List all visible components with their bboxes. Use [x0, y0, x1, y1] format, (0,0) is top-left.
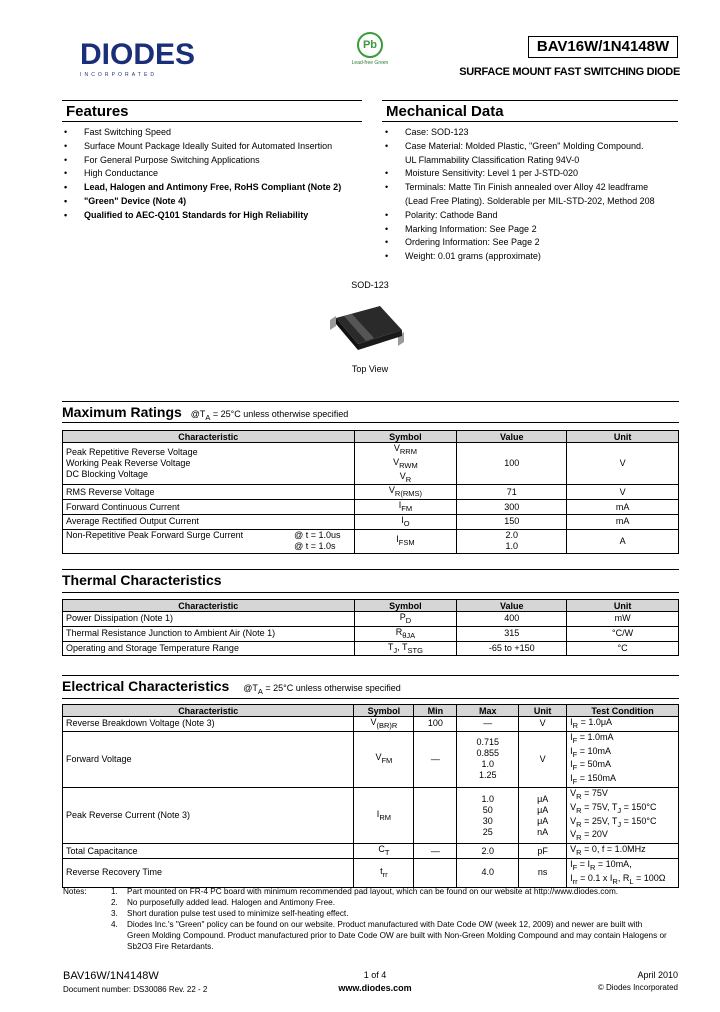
feature-item: • Qualified to AEC-Q101 Standards for High Reliability — [62, 209, 372, 223]
divider — [62, 569, 679, 570]
feature-item: • "Green" Device (Note 4) — [62, 195, 372, 209]
table-row — [63, 717, 679, 732]
note-rest: = 25°C unless otherwise specified — [210, 409, 349, 419]
note-text: Diodes Inc.'s "Green" policy can be found on our website. Product manufactured with Date Code OW (week 12, 2009) and newer are built with Green Molding Compound. Product manufactured prior to Date Code OW are built with Non-Green Molding Compound and may contain Halogens or Sb2O3 Fire Retardants. — [127, 920, 667, 951]
unit-line: μA — [537, 804, 549, 815]
feature-item: • High Conductance — [62, 167, 372, 181]
divider — [62, 592, 679, 593]
notes-label: Notes: — [63, 887, 87, 896]
sym-sub: rr — [382, 869, 388, 879]
lead-free-badge — [345, 32, 395, 68]
cell-unit: °C — [567, 641, 679, 656]
note-number: 4. — [111, 920, 118, 929]
cell-condition — [567, 731, 679, 787]
cell-min — [414, 787, 457, 843]
cell-characteristic — [63, 529, 355, 553]
sym: , T — [397, 641, 408, 652]
cond: = 75V, T — [581, 801, 618, 812]
cell-unit: A — [567, 529, 679, 553]
logo-text: DIODES — [80, 38, 196, 71]
cell-characteristic: Power Dissipation (Note 1) — [63, 612, 355, 627]
sym-sub: (BR)R — [376, 720, 398, 730]
mechanical-header — [382, 100, 678, 122]
unit-line: nA — [537, 826, 549, 837]
cond-sub: R — [572, 720, 579, 730]
footer-copyright: © Diodes Incorporated — [597, 983, 678, 992]
mechanical-item: • Case Material: Molded Plastic, "Green" Molding Compound. — [383, 140, 683, 154]
package-label: SOD-123 — [351, 280, 389, 290]
notes-section — [63, 886, 667, 952]
cond: I — [570, 717, 573, 727]
cell-unit: mA — [567, 514, 679, 529]
cell-symbol — [354, 787, 414, 843]
cell-symbol — [354, 717, 414, 732]
mechanical-item: • Weight: 0.01 grams (approximate) — [383, 250, 683, 264]
cell-value — [457, 529, 567, 553]
cond: = 10mA — [577, 745, 612, 756]
cell-symbol — [354, 529, 457, 553]
sym-sub: FM — [401, 503, 413, 513]
sym-sub: RWM — [399, 460, 418, 470]
sym: V — [393, 456, 400, 467]
sym-sub: FM — [381, 756, 393, 766]
sym-sub: FSM — [398, 538, 415, 548]
cell-max: — — [457, 717, 519, 732]
cond: I — [570, 731, 573, 742]
mechanical-item: • Polarity: Cathode Band — [383, 209, 683, 223]
mechanical-item: • Marking Information: See Page 2 — [383, 223, 683, 237]
cell-unit: V — [567, 485, 679, 500]
note-row — [63, 908, 667, 919]
cell-characteristic: Reverse Recovery Time — [63, 858, 354, 887]
cell-value: 315 — [457, 626, 567, 641]
cell-unit: V — [519, 717, 567, 732]
char-line: Peak Repetitive Reverse Voltage — [66, 447, 198, 458]
cond: I — [570, 872, 573, 883]
cell-characteristic: Thermal Resistance Junction to Ambient Air (Note 1) — [63, 626, 355, 641]
cond: , R — [617, 872, 630, 883]
col-header: Symbol — [354, 600, 457, 612]
col-header: Test Condition — [567, 705, 679, 717]
table-row — [63, 731, 679, 787]
col-header: Symbol — [354, 431, 457, 443]
sym-sub: R — [405, 474, 412, 484]
cell-unit: °C/W — [567, 626, 679, 641]
cell-unit: ns — [519, 858, 567, 887]
cond: V — [570, 844, 577, 855]
cond-sub: F — [572, 776, 578, 786]
cell-min: — — [414, 844, 457, 859]
cond: = 0, f = 1.0MHz — [581, 844, 646, 855]
table-row — [63, 858, 679, 887]
table-row — [63, 844, 679, 859]
feature-item: • Fast Switching Speed — [62, 126, 372, 140]
cond: V — [570, 801, 577, 812]
col-header: Unit — [567, 600, 679, 612]
sym: V — [393, 443, 400, 453]
cell-condition — [567, 844, 679, 859]
cond-sub: R — [576, 805, 582, 815]
cell-unit: V — [567, 443, 679, 485]
cell-characteristic: Reverse Breakdown Voltage (Note 3) — [63, 717, 354, 732]
cell-unit: mW — [567, 612, 679, 627]
max-line: 0.715 — [476, 737, 500, 748]
document-subtitle: SURFACE MOUNT FAST SWITCHING DIODE — [459, 66, 680, 78]
cell-min: 100 — [414, 717, 457, 732]
table-row — [63, 626, 679, 641]
sym-sub: RM — [379, 812, 391, 822]
cond: = 50mA — [577, 759, 612, 770]
cond: V — [570, 787, 577, 798]
features-list — [62, 126, 372, 223]
cond: = 150°C — [621, 801, 657, 812]
note-row — [63, 886, 667, 897]
cell-characteristic: Total Capacitance — [63, 844, 354, 859]
cell-characteristic: RMS Reverse Voltage — [63, 485, 355, 500]
note-rest: = 25°C unless otherwise specified — [262, 683, 401, 693]
col-header: Unit — [567, 431, 679, 443]
cell-symbol — [354, 514, 457, 529]
cond-sub: R — [612, 876, 618, 886]
cond-sub: F — [572, 749, 578, 759]
cell-unit: mA — [567, 500, 679, 515]
cond-sub: R — [576, 819, 582, 829]
col-header: Characteristic — [63, 600, 355, 612]
table-row — [63, 500, 679, 515]
footer-docnum: Document number: DS30086 Rev. 22 - 2 — [63, 985, 208, 994]
cell-value: 300 — [457, 500, 567, 515]
cell-characteristic: Average Rectified Output Current — [63, 514, 355, 529]
note-text: No purposefully added lead. Halogen and Antimony Free. — [127, 898, 336, 907]
mechanical-item: • Case: SOD-123 — [383, 126, 683, 140]
cell-unit: V — [519, 731, 567, 787]
divider — [62, 698, 679, 699]
col-header: Value — [457, 431, 567, 443]
sym: T — [387, 641, 394, 652]
lead-free-caption: Lead-free Green — [351, 60, 389, 66]
char-line: Working Peak Reverse Voltage — [66, 458, 191, 469]
col-header: Max — [457, 705, 519, 717]
col-header: Symbol — [354, 705, 414, 717]
sym: t — [380, 865, 383, 876]
cond: = 75V — [581, 787, 608, 798]
max-ratings-table — [62, 430, 679, 554]
mechanical-item: • Ordering Information: See Page 2 — [383, 236, 683, 250]
cell-characteristic: Peak Reverse Current (Note 3) — [63, 787, 354, 843]
cell-characteristic — [63, 443, 355, 485]
sym: I — [376, 808, 380, 819]
cond: = 150°C — [621, 815, 657, 826]
cond-sub: R — [576, 791, 582, 801]
cell-value: 400 — [457, 612, 567, 627]
logo-subtext: INCORPORATED — [80, 72, 158, 78]
mechanical-item: • Moisture Sensitivity: Level 1 per J-STD-020 — [383, 167, 683, 181]
table-row — [63, 514, 679, 529]
electrical-heading: Electrical Characteristics — [62, 678, 230, 694]
note-sub: A — [205, 412, 211, 422]
max-ratings-note — [186, 409, 349, 422]
char-conditions — [294, 530, 350, 552]
footer-part: BAV16W/1N4148W — [63, 970, 159, 982]
cell-value: 71 — [457, 485, 567, 500]
note-number: 1. — [111, 887, 118, 896]
pb-free-icon: Pb — [357, 32, 383, 58]
mechanical-item-cont: (Lead Free Plating). Solderable per MIL-STD-202, Method 208 — [405, 195, 655, 206]
cond: = I — [577, 858, 590, 869]
mechanical-title: Mechanical Data — [386, 103, 504, 120]
cell-symbol — [354, 612, 457, 627]
feature-item: • For General Purpose Switching Applications — [62, 154, 372, 168]
cell-symbol — [354, 858, 414, 887]
features-header — [62, 100, 362, 122]
cell-condition — [567, 858, 679, 887]
sym: V — [388, 485, 395, 496]
note-text: Short duration pulse test used to minimize self-heating effect. — [127, 909, 349, 918]
cell-unit: pF — [519, 844, 567, 859]
val-line: 2.0 — [505, 530, 519, 541]
cond: = 1.0μA — [578, 717, 613, 727]
cell-max — [457, 731, 519, 787]
sym: C — [378, 844, 385, 855]
cond-sub: rr — [572, 876, 578, 886]
unit-line: μA — [537, 793, 549, 804]
diodes-logo — [80, 40, 205, 80]
cell-max: 4.0 — [457, 858, 519, 887]
col-header: Unit — [519, 705, 567, 717]
sym: V — [399, 470, 406, 481]
cell-condition — [567, 787, 679, 843]
cond-sub: R — [590, 862, 596, 872]
cell-symbol — [354, 731, 414, 787]
cell-symbol — [354, 626, 457, 641]
mechanical-item-cont: UL Flammability Classification Rating 94V-0 — [405, 154, 580, 165]
table-row — [63, 443, 679, 485]
max-line: 50 — [482, 804, 493, 815]
cond-sub: F — [572, 763, 578, 773]
sym: P — [399, 612, 406, 622]
sod123-package-image — [322, 300, 412, 360]
char-line: DC Blocking Voltage — [66, 469, 149, 480]
sym: R — [395, 626, 403, 637]
sym-sub: STG — [407, 645, 423, 655]
cond-sub: J — [617, 819, 622, 829]
cond-line: @ t = 1.0s — [294, 541, 336, 552]
max-line: 0.855 — [476, 748, 500, 759]
cell-min: — — [414, 731, 457, 787]
sym-sub: θJA — [402, 630, 416, 640]
mechanical-list — [383, 126, 683, 264]
divider — [62, 422, 679, 423]
note-row — [63, 919, 667, 952]
cell-symbol — [354, 641, 457, 656]
cell-min — [414, 858, 457, 887]
cond-sub: F — [572, 735, 578, 745]
max-ratings-heading: Maximum Ratings — [62, 404, 182, 420]
unit-line: μA — [537, 815, 549, 826]
thermal-title: Thermal Characteristics — [62, 572, 222, 588]
cond: I — [570, 858, 573, 869]
cell-value: 100 — [457, 443, 567, 485]
col-header: Characteristic — [63, 705, 354, 717]
cell-value: 150 — [457, 514, 567, 529]
note-text: @T — [243, 683, 258, 693]
features-title: Features — [66, 103, 129, 120]
cond: = 10mA, — [595, 858, 632, 869]
sym-sub: T — [384, 847, 390, 857]
note-sub: A — [257, 686, 263, 696]
feature-item: • Surface Mount Package Ideally Suited for Automated Insertion — [62, 140, 372, 154]
cell-condition — [567, 717, 679, 732]
cond: = 150mA — [577, 773, 617, 784]
sym-sub: O — [403, 518, 410, 528]
cell-characteristic: Forward Continuous Current — [63, 500, 355, 515]
max-line: 1.0 — [481, 793, 494, 804]
sym-sub: RRM — [399, 446, 417, 456]
col-header: Value — [457, 600, 567, 612]
sym-sub: D — [405, 615, 412, 625]
cond: = 0.1 x I — [577, 872, 613, 883]
cond-sub: F — [572, 862, 578, 872]
electrical-note — [233, 683, 401, 696]
cell-symbol — [354, 485, 457, 500]
cell-symbol — [354, 443, 457, 485]
cond-sub: L — [629, 876, 634, 886]
note-text: Part mounted on FR-4 PC board with minimum recommended pad layout, which can be found on our website at http://www.diodes.com. — [127, 887, 619, 896]
sym-sub: J — [393, 645, 398, 655]
sym: V — [370, 717, 377, 727]
cond: I — [570, 745, 573, 756]
divider — [62, 675, 679, 676]
table-row — [63, 529, 679, 553]
cond: I — [570, 759, 573, 770]
cond: = 100Ω — [633, 872, 666, 883]
note-text: @T — [190, 409, 206, 419]
sym: I — [396, 534, 399, 545]
sym: V — [375, 752, 382, 763]
col-header: Characteristic — [63, 431, 355, 443]
thermal-table — [62, 599, 679, 656]
table-row — [63, 612, 679, 627]
note-row — [63, 897, 667, 908]
cond: = 20V — [581, 829, 608, 840]
cond: = 25V, T — [581, 815, 618, 826]
table-row — [63, 641, 679, 656]
max-line: 1.0 — [481, 759, 494, 770]
sym-sub: R(RMS) — [394, 489, 422, 499]
mechanical-item: • Terminals: Matte Tin Finish annealed over Alloy 42 leadframe — [383, 181, 683, 195]
max-ratings-title — [62, 403, 348, 427]
cond-line: @ t = 1.0us — [294, 530, 341, 541]
cond-sub: J — [617, 805, 622, 815]
package-caption: Top View — [351, 364, 389, 374]
col-header: Min — [414, 705, 457, 717]
cell-symbol — [354, 844, 414, 859]
divider — [62, 401, 679, 402]
cond-sub: R — [576, 847, 582, 857]
note-number: 3. — [111, 909, 118, 918]
cond-sub: R — [576, 833, 582, 843]
footer-date: April 2010 — [637, 970, 678, 980]
cell-max: 2.0 — [457, 844, 519, 859]
cell-characteristic: Operating and Storage Temperature Range — [63, 641, 355, 656]
cond: I — [570, 773, 573, 784]
cell-unit — [519, 787, 567, 843]
table-row — [63, 787, 679, 843]
cell-max — [457, 787, 519, 843]
val-line: 1.0 — [505, 541, 519, 552]
max-line: 30 — [482, 815, 493, 826]
sym: I — [398, 500, 402, 511]
cond: V — [570, 815, 577, 826]
cond: V — [570, 829, 577, 840]
char-text: Non-Repetitive Peak Forward Surge Current — [66, 530, 244, 541]
cell-symbol — [354, 500, 457, 515]
electrical-table — [62, 704, 679, 888]
feature-item: • Lead, Halogen and Antimony Free, RoHS Compliant (Note 2) — [62, 181, 372, 195]
table-row — [63, 485, 679, 500]
footer-page: 1 of 4 — [363, 970, 387, 980]
part-number: BAV16W/1N4148W — [528, 36, 678, 58]
cell-characteristic: Forward Voltage — [63, 731, 354, 787]
max-line: 25 — [482, 826, 493, 837]
note-number: 2. — [111, 898, 118, 907]
cell-value: -65 to +150 — [457, 641, 567, 656]
max-line: 1.25 — [478, 770, 497, 781]
footer-website[interactable]: www.diodes.com — [338, 983, 412, 993]
cond: = 1.0mA — [577, 731, 614, 742]
sym: I — [401, 514, 404, 525]
